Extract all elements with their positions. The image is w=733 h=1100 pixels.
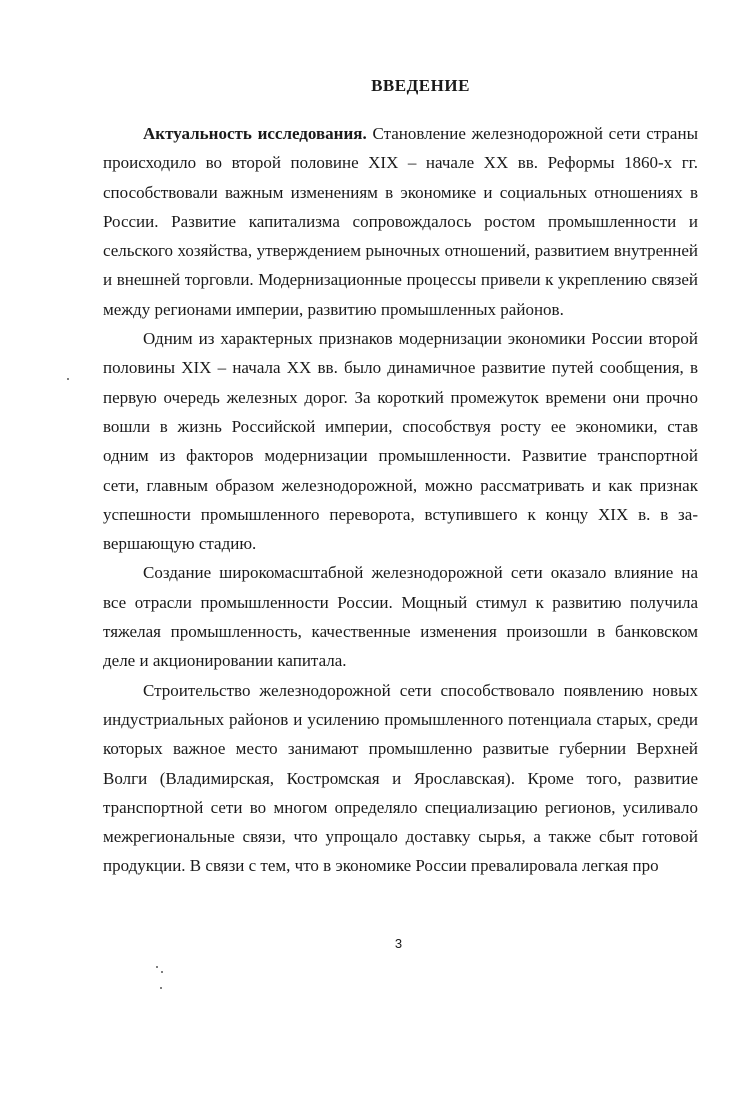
scan-speck — [156, 966, 158, 968]
paragraph-relevance — [103, 119, 698, 324]
paragraph-lead: Актуальность исследования. — [143, 124, 367, 143]
paragraph-modernization: Одним из характерных признаков модернизации экономики России второй половины XIX – начала XX вв. было динамичное развитие путей сообщения, в первую очередь железных дорог. За короткий промежуток времени они прочно вошли в жизнь Российской империи, способствуя росту ее экономики, став одним из факторов модернизации промышленности. Развитие транспортной сети, главным образом железнодорожной, можно рассматривать и как признак успешности промышленного переворота, вступившего к концу XIX в. в завершающую стадию. — [103, 329, 698, 554]
paragraph-regions: Строительство железнодорожной сети способствовало появлению новых индустриальных районов и усилению промышленного потенциала старых, среди которых важное место занимают промышленно развитые губернии Верхней Волги (Владимирская, Костромская и Ярославская). Кроме того, развитие транспортной сети во многом определяло специализацию регионов, усиливало межрегиональные связи, что упрощало доставку сырья, а также сбыт готовой продукции. В связи с тем, что в экономике России превалировала легкая про — [103, 680, 698, 876]
paragraph-text: Становление железнодорожной сети страны происходило во второй половине XIX – начале XX вв. Реформы 1860-х гг. способствовали важным изменениям в экономике и социальных отношениях в России. Развитие капитализма сопровождалось ростом промышленности и сельского хозяйства, утверждением рыночных отношений, развитием внутренней и внешней торговли. Модернизационные процессы привели к укреплению связей между регионами империи, развитию промышленных районов. — [103, 124, 698, 319]
paragraph-industry: Создание широкомасштабной железнодорожной сети оказало влияние на все отрасли промышленности России. Мощный стимул к развитию получила тяжелая промышленность, качественные изменения произошли в банковском деле и акционировании капитала. — [103, 563, 698, 671]
body-text — [103, 119, 698, 881]
section-heading: ВВЕДЕНИЕ — [371, 76, 470, 95]
scan-speck — [67, 378, 69, 380]
page-number: 3 — [394, 936, 403, 951]
scan-speck — [161, 971, 163, 973]
scan-speck — [160, 987, 162, 989]
